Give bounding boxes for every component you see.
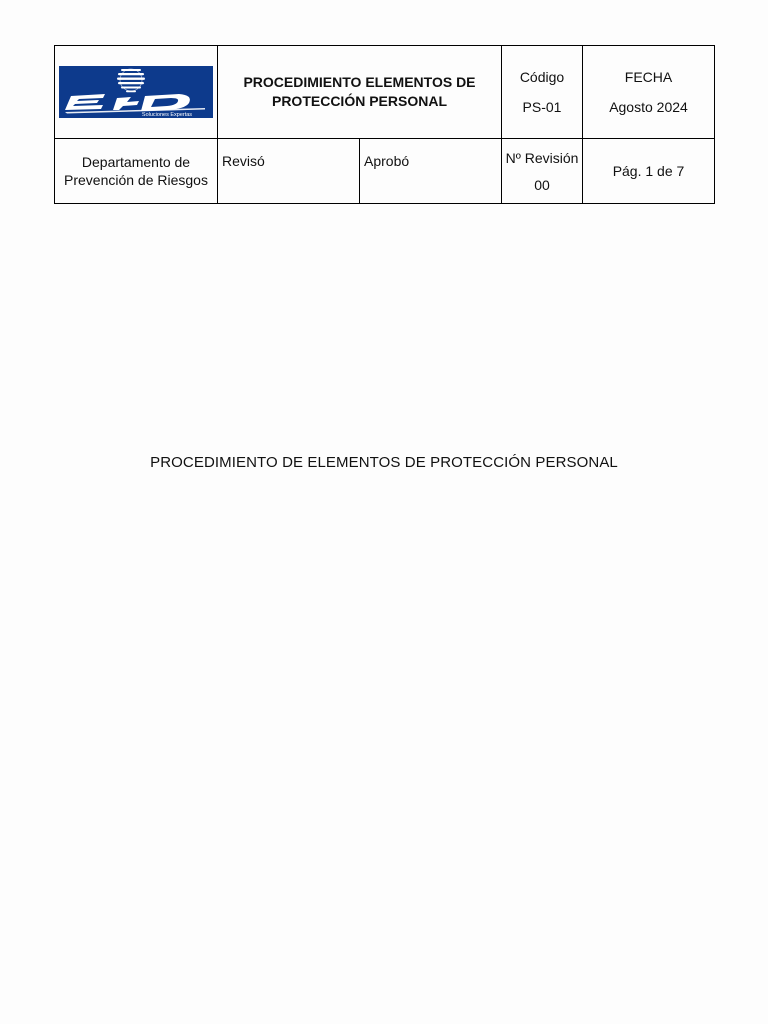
code-value: PS-01 bbox=[522, 99, 562, 115]
document-header-table bbox=[54, 45, 715, 204]
header-title-line-2: PROTECCIÓN PERSONAL bbox=[271, 93, 447, 109]
logo-cell bbox=[55, 46, 218, 139]
revision-cell bbox=[502, 139, 583, 204]
reviewed-label: Revisó bbox=[222, 153, 265, 169]
revision-value: 00 bbox=[534, 176, 550, 193]
department-line-2: Prevención de Riesgos bbox=[64, 172, 208, 188]
reviewed-cell bbox=[218, 139, 360, 204]
svg-text:Soluciones Expertas: Soluciones Expertas bbox=[141, 112, 193, 118]
header-row-2 bbox=[55, 139, 715, 204]
department-cell bbox=[55, 139, 218, 204]
document-title: PROCEDIMIENTO DE ELEMENTOS DE PROTECCIÓN PERSONAL bbox=[150, 454, 618, 471]
date-label: FECHA bbox=[624, 69, 673, 85]
code-label: Código bbox=[519, 69, 565, 85]
company-logo bbox=[59, 66, 213, 118]
date-value: Agosto 2024 bbox=[609, 99, 688, 115]
page-number: Pág. 1 de 7 bbox=[612, 163, 685, 179]
approved-cell bbox=[360, 139, 502, 204]
date-cell bbox=[583, 46, 715, 139]
approved-label: Aprobó bbox=[364, 153, 410, 169]
code-cell bbox=[502, 46, 583, 139]
header-row-1 bbox=[55, 46, 715, 139]
department-line-1: Departamento de bbox=[81, 154, 191, 170]
header-title-line-1: PROCEDIMIENTO ELEMENTOS DE bbox=[243, 74, 476, 90]
revision-label: Nº Revisión bbox=[505, 149, 579, 166]
title-cell bbox=[218, 46, 502, 139]
page-number-cell bbox=[583, 139, 715, 204]
